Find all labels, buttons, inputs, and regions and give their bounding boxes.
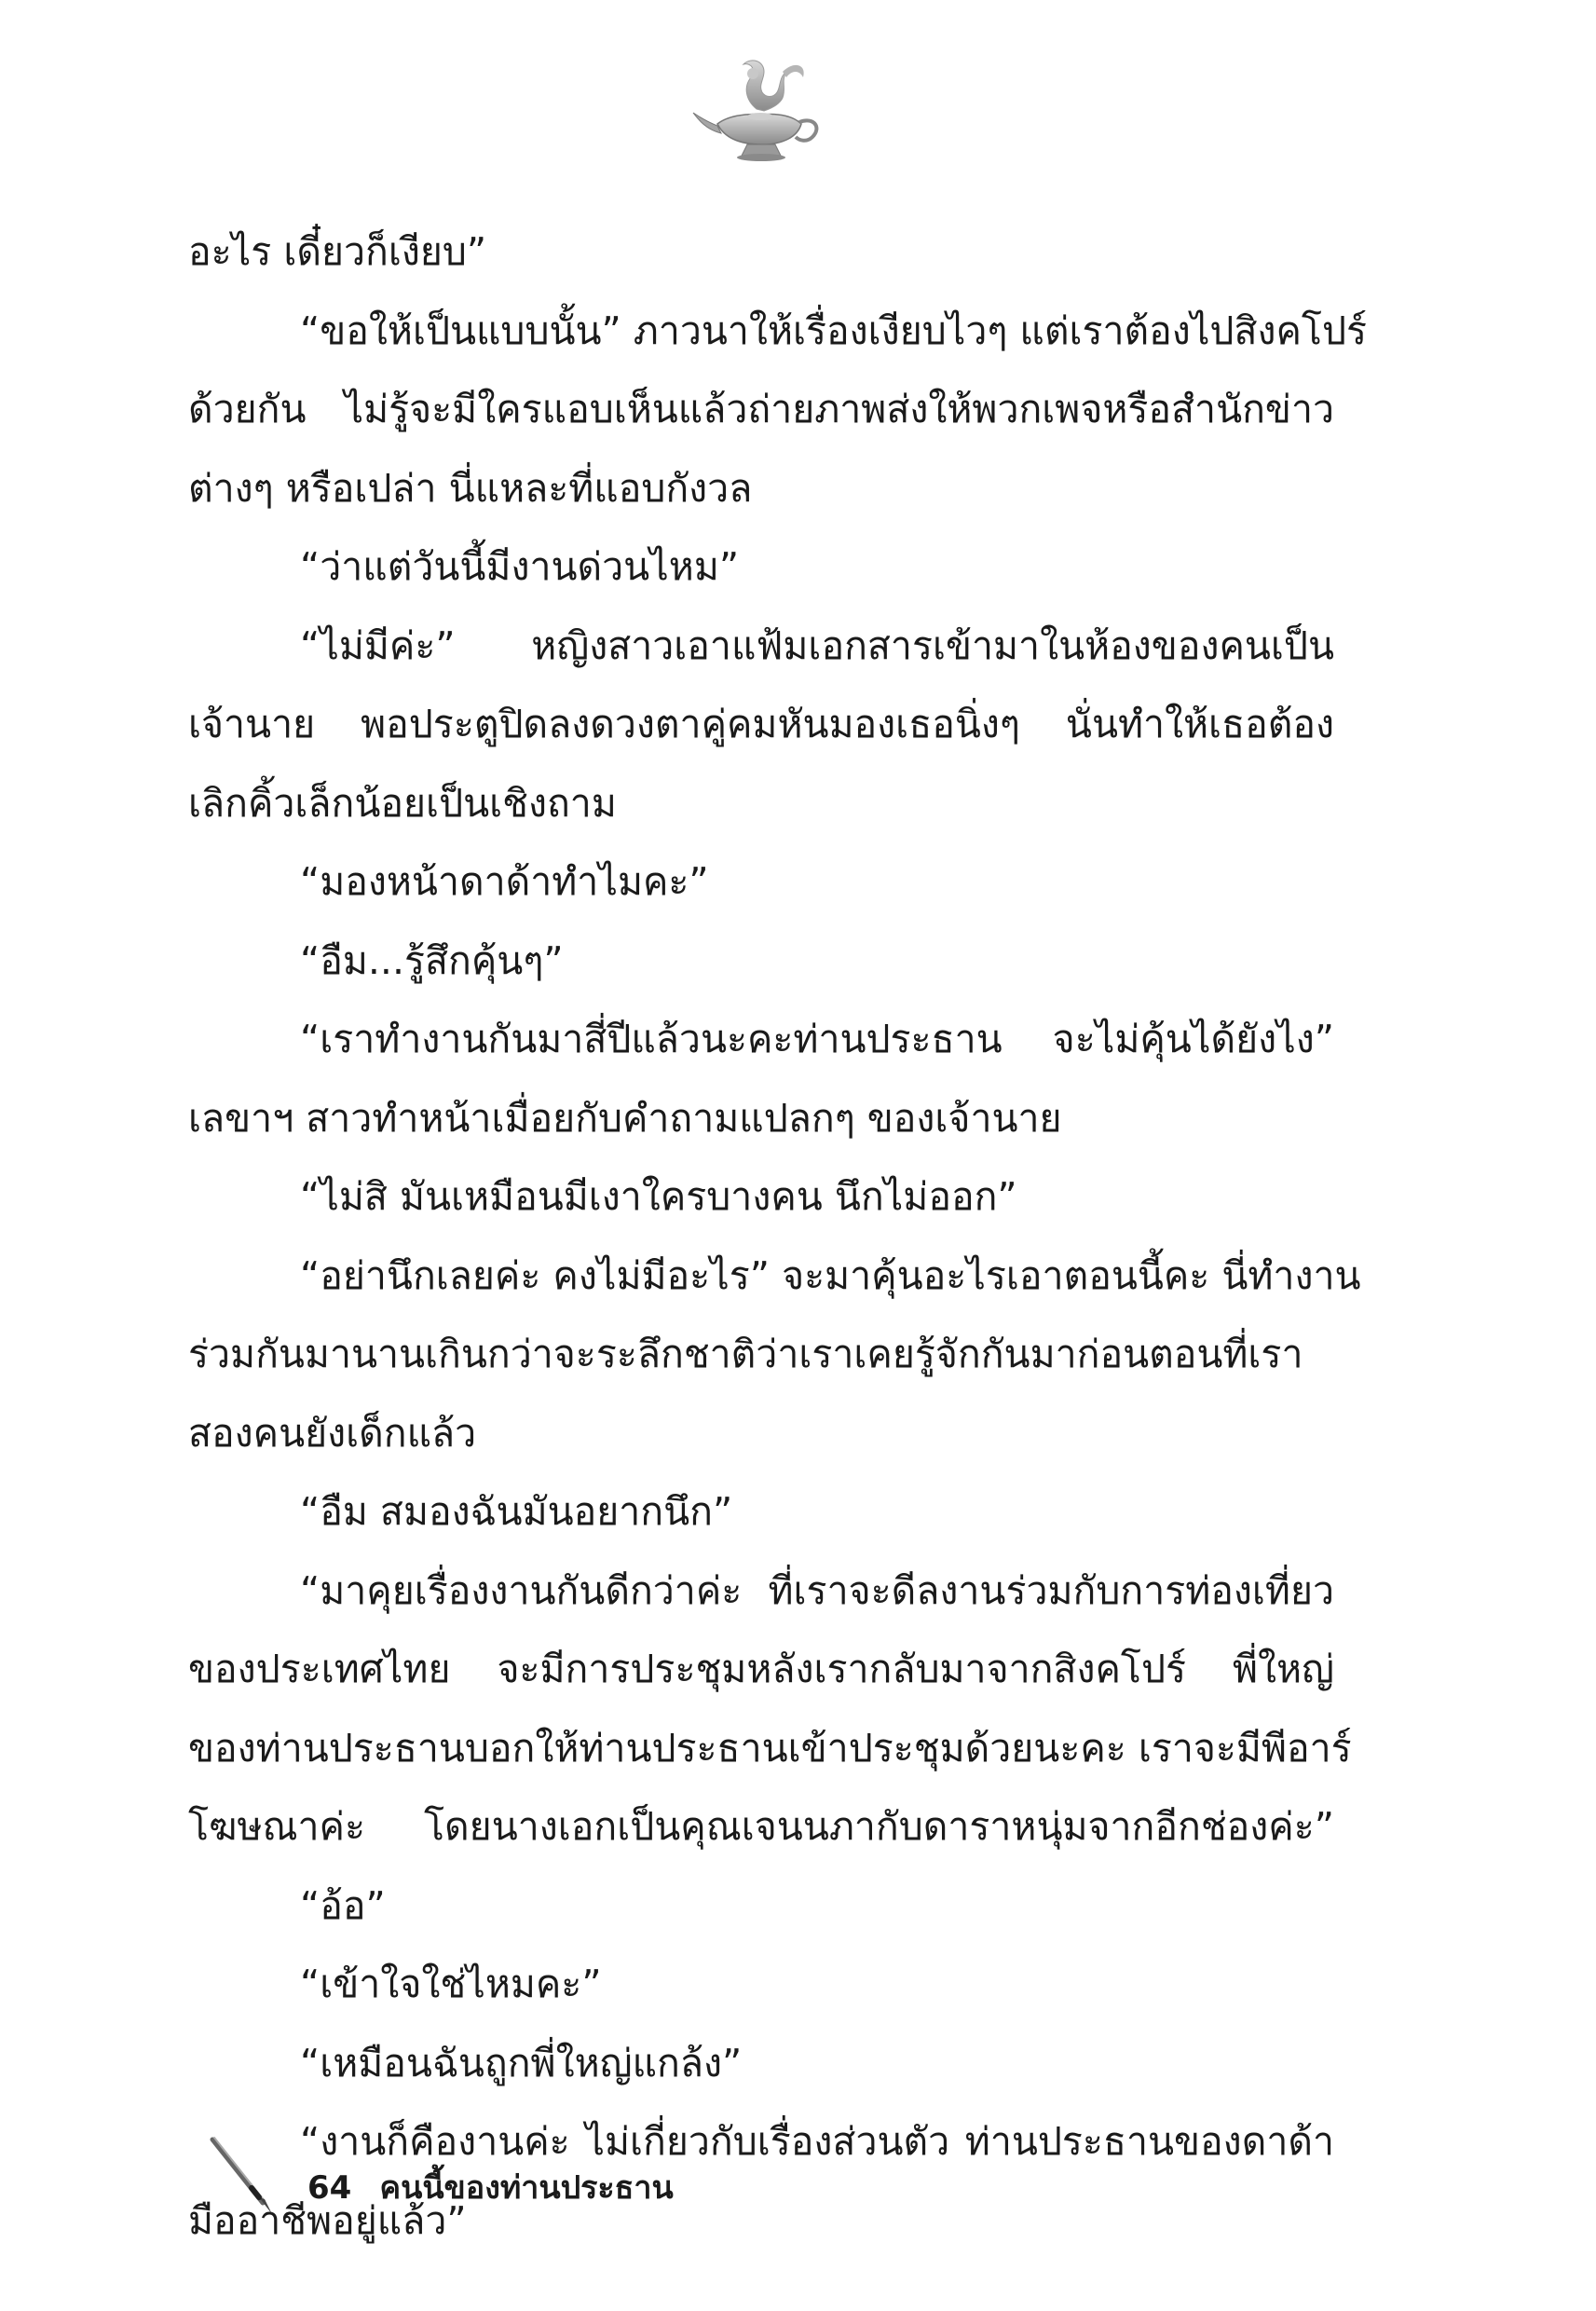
pen-icon: [205, 2134, 280, 2218]
text-line: โฆษณาค่ะ โดยนางเอกเป็นคุณเจนนภากับดาราหนุ่มจากอีกช่องค่ะ”: [188, 1804, 1334, 1849]
story-text: [188, 212, 1367, 2260]
text-line: ต่างๆ หรือเปล่า นี่แหละที่แอบกังวล: [188, 465, 753, 511]
text-line: สองคนยังเด็กแล้ว: [188, 1410, 477, 1456]
book-title: คนนี้ของท่านประธาน: [379, 2169, 674, 2207]
text-line: มืออาชีพอยู่แล้ว”: [188, 2197, 467, 2243]
text-line: “อ้อ”: [300, 1882, 386, 1928]
text-line: “ว่าแต่วันนี้มีงานด่วนไหม”: [300, 544, 740, 589]
page-number: 64: [307, 2169, 352, 2207]
text-line: ของท่านประธานบอกให้ท่านประธานเข้าประชุมด้วยนะคะ เราจะมีพีอาร์: [188, 1725, 1352, 1771]
text-line: “เราทำงานกันมาสี่ปีแล้วนะคะท่านประธาน จะไม่คุ้นได้ยังไง”: [300, 1017, 1334, 1061]
text-line: “ไม่สิ มันเหมือนมีเงาใครบางคน นึกไม่ออก”: [300, 1174, 1017, 1219]
text-line: “มาคุยเรื่องงานกันดีกว่าค่ะ ที่เราจะดีลงานร่วมกับการท่องเที่ยว: [300, 1567, 1334, 1613]
page-footer: [205, 2134, 857, 2218]
genie-lamp-icon: [689, 51, 829, 172]
text-line: “เหมือนฉันถูกพี่ใหญ่แกล้ง”: [300, 2040, 743, 2085]
text-line: เลขาฯ สาวทำหน้าเมื่อยกับคำถามแปลกๆ ของเจ้านาย: [188, 1095, 1062, 1141]
text-line: ร่วมกันมานานเกินกว่าจะระลึกชาติว่าเราเคยรู้จักกันมาก่อนตอนที่เรา: [188, 1332, 1303, 1376]
footer-text: [307, 2162, 674, 2212]
text-line: เจ้านาย พอประตูปิดลงดวงตาคู่คมหันมองเธอนิ่งๆ นั่นทำให้เธอต้อง: [188, 702, 1334, 746]
text-line: ของประเทศไทย จะมีการประชุมหลังเรากลับมาจากสิงคโปร์ พี่ใหญ่: [188, 1647, 1334, 1691]
text-line: อะไร เดี๋ยวก็เงียบ”: [188, 229, 487, 274]
text-line: “ไม่มีค่ะ” หญิงสาวเอาแฟ้มเอกสารเข้ามาในห้องของคนเป็น: [300, 622, 1334, 668]
text-line: ด้วยกัน ไม่รู้จะมีใครแอบเห็นแล้วถ่ายภาพส่งให้พวกเพจหรือสำนักข่าว: [188, 387, 1334, 431]
text-line: “มองหน้าดาด้าทำไมคะ”: [300, 859, 709, 904]
text-line: “อืม...รู้สึกคุ้นๆ”: [300, 937, 564, 983]
text-line: “อืม สมองฉันมันอยากนึก”: [300, 1489, 733, 1534]
text-line: “อย่านึกเลยค่ะ คงไม่มีอะไร” จะมาคุ้นอะไรเอาตอนนี้คะ นี่ทำงาน: [300, 1252, 1361, 1298]
text-line: เลิกคิ้วเล็กน้อยเป็นเชิงถาม: [188, 780, 617, 826]
text-line: “ขอให้เป็นแบบนั้น” ภาวนาให้เรื่องเงียบไวๆ แต่เราต้องไปสิงคโปร์: [300, 308, 1367, 353]
text-line: “งานก็คืองานค่ะ ไม่เกี่ยวกับเรื่องส่วนตัว ท่านประธานของดาด้า: [300, 2119, 1334, 2164]
text-line: “เข้าใจใช่ไหมคะ”: [300, 1962, 602, 2006]
